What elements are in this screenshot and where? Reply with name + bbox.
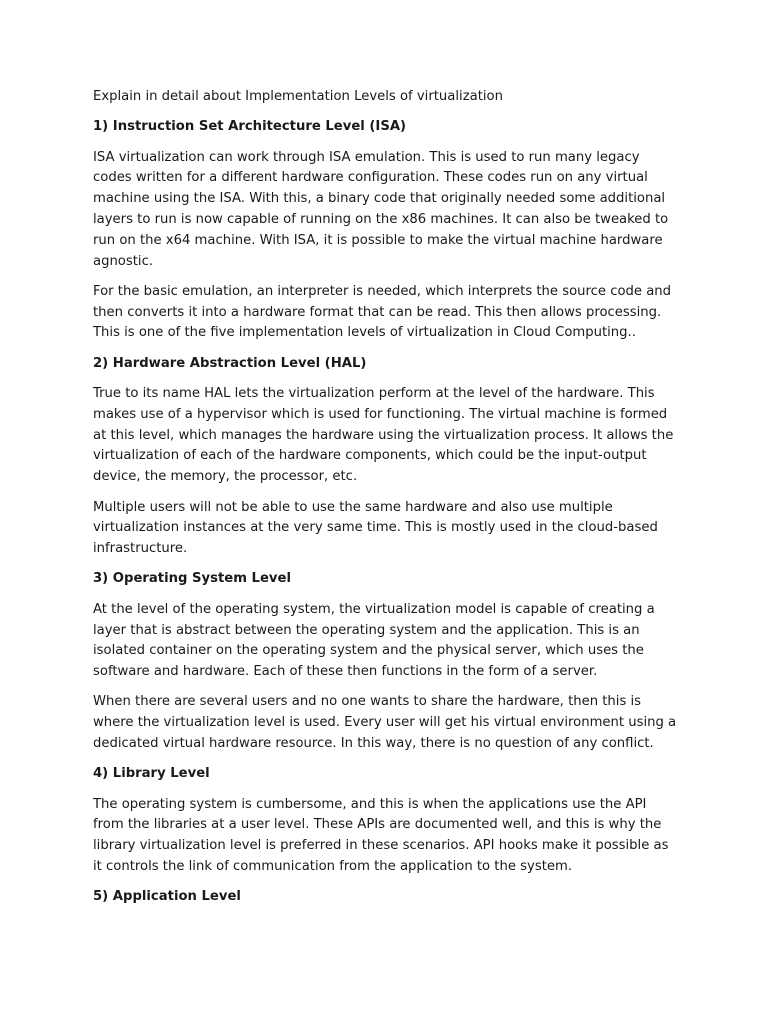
section-heading-hal: 2) Hardware Abstraction Level (HAL)	[93, 355, 367, 371]
paragraph: The operating system is cumbersome, and this is when the applications use the API from the libraries at a user level. These APIs are documented well, and this is why the library virtualization level is preferred in these scenarios. API hooks make it possible as it controls the link of communication from the application to the system.	[93, 796, 669, 874]
paragraph: At the level of the operating system, the virtualization model is capable of creating a layer that is abstract between the operating system and the application. This is an isolated container on the operating system and the physical server, which uses the software and hardware. Each of these then functions in the form of a server.	[93, 601, 655, 680]
paragraph: True to its name HAL lets the virtualization perform at the level of the hardware. This makes use of a hypervisor which is used for functioning. The virtual machine is formed at this level, which manages the hardware using the virtualization process. It allows the virtualization of each of the hardware components, which could be the input-output device, the memory, the processor, etc.	[93, 386, 674, 485]
section-heading-os: 3) Operating System Level	[93, 571, 291, 587]
section-heading-isa: 1) Instruction Set Architecture Level (ISA)	[93, 119, 407, 135]
section-heading-application: 5) Application Level	[93, 889, 241, 905]
document-page	[93, 87, 678, 918]
paragraph: ISA virtualization can work through ISA emulation. This is used to run many legacy codes written for a different hardware configuration. These codes run on any virtual machine using the ISA. With this, a binary code that originally needed some additional layers to run is now capable of running on the x86 machines. It can also be tweaked to run on the x64 machine. With ISA, it is possible to make the virtual machine hardware agnostic.	[93, 149, 669, 269]
paragraph: Multiple users will not be able to use the same hardware and also use multiple virtualization instances at the very same time. This is mostly used in the cloud-based infrastructure.	[93, 499, 658, 557]
section-heading-library: 4) Library Level	[93, 766, 210, 782]
paragraph: For the basic emulation, an interpreter is needed, which interprets the source code and then converts it into a hardware format that can be read. This then allows processing. This is one of the five implementation levels of virtualization in Cloud Computing..	[93, 283, 672, 341]
question-text: Explain in detail about Implementation Levels of virtualization	[93, 89, 503, 104]
paragraph: When there are several users and no one wants to share the hardware, then this is where the virtualization level is used. Every user will get his virtual environment using a dedicated virtual hardware resource. In this way, there is no question of any conflict.	[93, 694, 677, 752]
